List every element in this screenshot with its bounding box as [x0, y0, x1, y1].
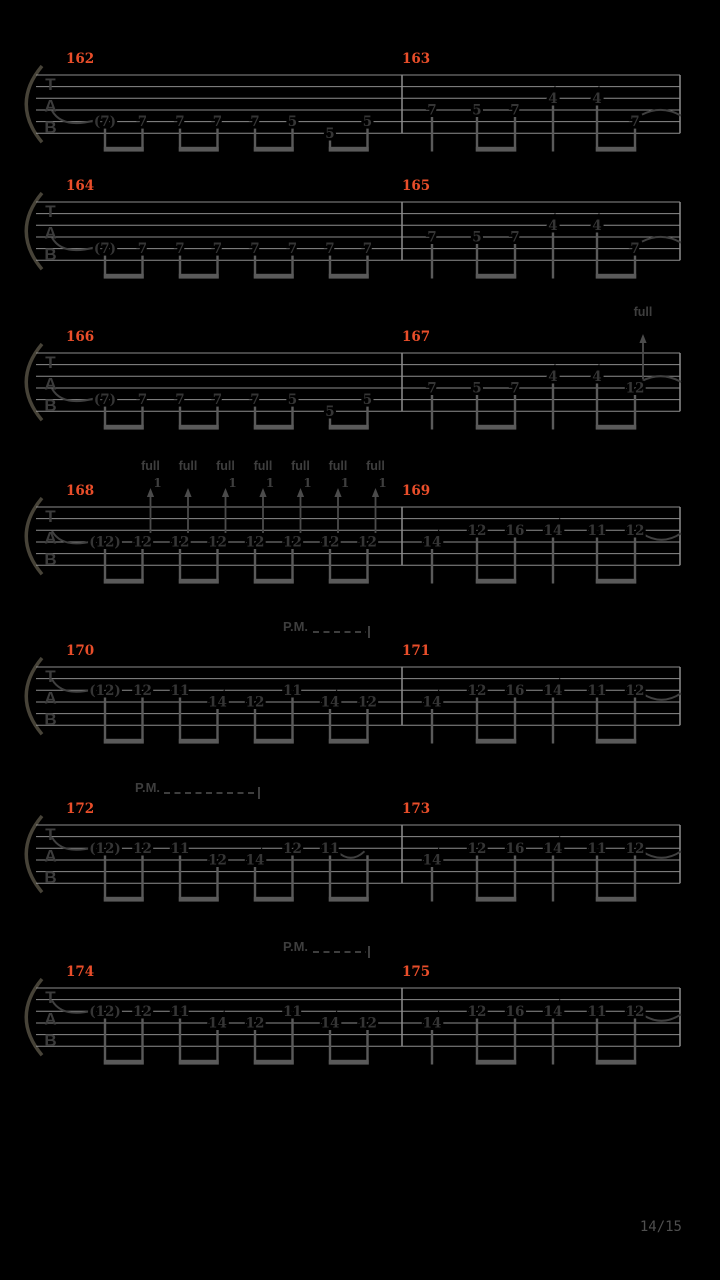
system-bracket-icon [26, 66, 42, 142]
bend-full-label: full [366, 459, 385, 473]
fret-number[interactable]: 7 [175, 241, 185, 258]
fret-number[interactable]: 7 [287, 241, 298, 258]
system-bracket-icon [26, 344, 42, 420]
fret-number[interactable]: 7 [137, 114, 148, 131]
fret-number[interactable]: 7 [250, 241, 260, 258]
measure-number: 169 [402, 483, 431, 499]
beam [596, 425, 636, 430]
tie-arc [642, 110, 681, 116]
tab-clef-letter: A [44, 96, 57, 116]
fret-number[interactable]: 7 [427, 102, 437, 119]
tab-clef-letter: T [45, 988, 56, 1007]
fret-number[interactable]: 11 [587, 522, 607, 539]
fret-number[interactable]: 16 [505, 840, 525, 857]
beam [104, 274, 144, 279]
tab-clef-letter: B [44, 868, 57, 887]
palm-mute-label: P.M. [135, 780, 161, 795]
fret-number[interactable]: 7 [212, 392, 223, 409]
tie-arc [642, 1014, 681, 1021]
measure-175[interactable] [402, 964, 681, 1065]
measure-162[interactable] [52, 51, 372, 152]
beam [104, 579, 144, 584]
measure-169[interactable] [402, 483, 681, 584]
measure-173[interactable] [402, 801, 681, 902]
fret-number[interactable]: 5 [325, 125, 335, 142]
tab-system [26, 780, 681, 902]
fret-number[interactable]: 11 [587, 1003, 607, 1020]
tie-arc [642, 693, 681, 700]
beam [329, 147, 369, 152]
fret-number[interactable]: 12 [133, 840, 152, 857]
beam [179, 1060, 219, 1065]
fret-number[interactable]: 5 [362, 114, 373, 131]
tie-arc [642, 851, 681, 858]
fret-number[interactable]: 4 [548, 90, 558, 107]
tie-arc [337, 851, 365, 858]
fret-number[interactable]: 7 [175, 392, 185, 409]
tab-clef-letter: T [45, 202, 56, 221]
system-bracket-icon [26, 658, 42, 734]
fret-number[interactable]: 12 [467, 840, 487, 857]
measure-171[interactable] [402, 643, 681, 744]
tab-clef-letter: A [44, 223, 57, 243]
beam [476, 1060, 516, 1065]
beam [254, 579, 294, 584]
fret-number[interactable]: 7 [250, 114, 260, 131]
fret-number[interactable]: 11 [283, 1003, 302, 1020]
measure-number: 174 [66, 964, 95, 980]
beam [179, 739, 219, 744]
fret-number[interactable]: 12 [245, 694, 265, 711]
fret-number[interactable]: 11 [587, 682, 607, 699]
tab-clef-letter: A [44, 846, 57, 866]
fret-number[interactable]: 4 [548, 368, 558, 385]
fret-number[interactable]: 7 [630, 114, 640, 131]
beam [596, 579, 636, 584]
fret-number[interactable]: 7 [427, 380, 437, 397]
fret-number[interactable]: 5 [362, 392, 373, 409]
fret-number[interactable]: (7) [93, 114, 117, 131]
system-bracket-icon [26, 193, 42, 269]
tab-system [26, 51, 681, 152]
bend-arrowhead-icon [184, 488, 191, 497]
fret-number[interactable]: 12 [133, 1003, 152, 1020]
fret-number[interactable]: 7 [630, 241, 640, 258]
tie-arc [642, 533, 681, 540]
tab-clef-letter: A [44, 1009, 57, 1029]
bend-full-label: full [141, 459, 160, 473]
beam [329, 579, 369, 584]
fret-number[interactable]: 11 [587, 840, 607, 857]
measure-163[interactable] [402, 51, 681, 152]
measure-number: 163 [402, 51, 431, 67]
measure-number: 166 [66, 329, 95, 345]
fret-number[interactable]: 12 [467, 522, 487, 539]
beam [329, 274, 369, 279]
fret-number[interactable]: 5 [472, 229, 482, 246]
tab-system [26, 178, 681, 279]
fret-number[interactable]: 4 [592, 368, 602, 385]
fret-number[interactable]: 12 [358, 534, 377, 551]
fret-number[interactable]: 4 [548, 217, 558, 234]
fret-number[interactable]: 12 [208, 534, 227, 551]
fret-number[interactable]: 12 [625, 1003, 645, 1020]
fret-number[interactable]: 5 [472, 380, 482, 397]
fret-number[interactable]: 12 [625, 522, 645, 539]
tab-clef-letter: B [44, 710, 57, 729]
beam [596, 897, 636, 902]
measure-number: 173 [402, 801, 431, 817]
tab-clef-letter: B [44, 118, 57, 137]
fret-number[interactable]: 11 [170, 682, 190, 699]
beam [254, 739, 294, 744]
measure-170[interactable] [52, 643, 377, 744]
beam [254, 147, 294, 152]
system-bracket-icon [26, 816, 42, 892]
fret-number[interactable]: 7 [212, 241, 223, 258]
tab-clef-letter: T [45, 353, 56, 372]
beam [329, 897, 369, 902]
measure-number: 165 [402, 178, 431, 194]
beam [104, 739, 144, 744]
bend-full-label: full [328, 459, 348, 473]
fret-number[interactable]: 5 [287, 114, 298, 131]
beam [254, 1060, 294, 1065]
fret-number[interactable]: 4 [592, 217, 602, 234]
beam [179, 147, 219, 152]
tab-clef-letter: T [45, 667, 56, 686]
fret-number[interactable]: 7 [175, 114, 185, 131]
fret-number[interactable]: 14 [245, 852, 265, 869]
fret-number[interactable]: 12 [133, 534, 152, 551]
page-indicator: 14/15 [639, 1219, 682, 1235]
beam [104, 1060, 144, 1065]
fret-number[interactable]: 12 [133, 682, 152, 699]
measure-165[interactable] [402, 178, 681, 279]
beam [254, 274, 294, 279]
bend-value-label: 1 [153, 476, 162, 490]
measure-166[interactable] [52, 329, 372, 430]
bend-value-label: 1 [378, 476, 387, 490]
bend-value-label: 1 [303, 476, 312, 490]
fret-number[interactable]: 12 [625, 682, 645, 699]
fret-number[interactable]: (12) [89, 682, 121, 699]
measure-number: 168 [66, 483, 95, 499]
fret-number[interactable]: 14 [422, 852, 442, 869]
fret-number[interactable]: 12 [358, 694, 377, 711]
fret-number[interactable]: 14 [208, 694, 227, 711]
tab-clef-letter: A [44, 688, 57, 708]
fret-number[interactable]: 11 [320, 840, 340, 857]
tab-system [26, 459, 681, 584]
tie-arc [642, 237, 681, 243]
beam [476, 579, 516, 584]
tab-clef-letter: T [45, 825, 56, 844]
measure-number: 162 [66, 51, 95, 67]
beam [254, 425, 294, 430]
beam [476, 739, 516, 744]
fret-number[interactable]: (7) [93, 392, 117, 409]
bend-full-label: full [633, 305, 653, 319]
fret-number[interactable]: 11 [170, 1003, 190, 1020]
fret-number[interactable]: 12 [467, 682, 487, 699]
beam [254, 897, 294, 902]
fret-number[interactable]: 12 [170, 534, 190, 551]
fret-number[interactable]: 7 [362, 241, 373, 258]
fret-number[interactable]: 5 [287, 392, 298, 409]
fret-number[interactable]: 14 [208, 1015, 227, 1032]
fret-number[interactable]: 14 [422, 1015, 442, 1032]
fret-number[interactable]: 16 [505, 682, 525, 699]
measure-164[interactable] [52, 178, 372, 279]
fret-number[interactable]: 12 [625, 380, 645, 397]
fret-number[interactable]: 7 [427, 229, 437, 246]
measure-number: 167 [402, 329, 431, 345]
measure-number: 170 [66, 643, 95, 659]
bend-value-label: 1 [340, 476, 350, 490]
tab-clef-letter: B [44, 550, 57, 569]
fret-number[interactable]: 12 [358, 1015, 377, 1032]
bend-full-label: full [291, 459, 310, 473]
bend-value-label: 1 [265, 476, 275, 490]
fret-number[interactable]: 14 [320, 1015, 340, 1032]
fret-number[interactable]: 4 [592, 90, 602, 107]
fret-number[interactable]: 12 [283, 840, 302, 857]
palm-mute-label: P.M. [283, 939, 309, 954]
measure-number: 164 [66, 178, 95, 194]
fret-number[interactable]: 12 [208, 852, 227, 869]
beam [476, 147, 516, 152]
bend-arrowhead-icon [639, 334, 646, 343]
fret-number[interactable]: 7 [510, 229, 520, 246]
beam [329, 739, 369, 744]
measure-number: 171 [402, 643, 431, 659]
beam [179, 897, 219, 902]
beam [476, 425, 516, 430]
fret-number[interactable]: (12) [89, 840, 121, 857]
fret-number[interactable]: 16 [505, 1003, 525, 1020]
measure-172[interactable] [52, 801, 369, 902]
tab-system [26, 305, 681, 430]
bend-value-label: 1 [228, 476, 237, 490]
bend-full-label: full [216, 459, 235, 473]
palm-mute-label: P.M. [283, 619, 309, 634]
fret-number[interactable]: 12 [283, 534, 302, 551]
fret-number[interactable]: 7 [212, 114, 223, 131]
beam [329, 425, 369, 430]
beam [179, 274, 219, 279]
beam [596, 274, 636, 279]
fret-number[interactable]: 7 [137, 392, 148, 409]
fret-number[interactable]: (7) [93, 241, 117, 258]
tab-clef-letter: B [44, 396, 57, 415]
fret-number[interactable]: (12) [89, 1003, 121, 1020]
beam [476, 274, 516, 279]
fret-number[interactable]: 12 [320, 534, 340, 551]
fret-number[interactable]: 5 [325, 403, 335, 420]
tab-clef-letter: B [44, 245, 57, 264]
fret-number[interactable]: (12) [89, 534, 121, 551]
beam [179, 579, 219, 584]
fret-number[interactable]: 14 [320, 694, 340, 711]
tab-clef-letter: A [44, 374, 57, 394]
beam [596, 739, 636, 744]
fret-number[interactable]: 7 [510, 380, 520, 397]
beam [596, 1060, 636, 1065]
tie-arc [642, 376, 681, 382]
beam [104, 147, 144, 152]
fret-number[interactable]: 12 [625, 840, 645, 857]
fret-number[interactable]: 14 [543, 682, 563, 699]
fret-number[interactable]: 11 [170, 840, 190, 857]
beam [179, 425, 219, 430]
system-bracket-icon [26, 498, 42, 574]
fret-number[interactable]: 12 [245, 534, 265, 551]
beam [329, 1060, 369, 1065]
fret-number[interactable]: 14 [422, 534, 442, 551]
bend-full-label: full [253, 459, 273, 473]
fret-number[interactable]: 14 [422, 694, 442, 711]
measure-174[interactable] [52, 964, 377, 1065]
fret-number[interactable]: 12 [245, 1015, 265, 1032]
fret-number[interactable]: 11 [283, 682, 302, 699]
measure-number: 175 [402, 964, 431, 980]
fret-number[interactable]: 7 [325, 241, 335, 258]
tab-system [26, 619, 681, 744]
tab-system [26, 939, 681, 1065]
fret-number[interactable]: 14 [543, 1003, 563, 1020]
fret-number[interactable]: 7 [137, 241, 148, 258]
tab-clef-letter: T [45, 507, 56, 526]
fret-number[interactable]: 14 [543, 522, 563, 539]
tab-clef-letter: B [44, 1031, 57, 1050]
beam [476, 897, 516, 902]
fret-number[interactable]: 14 [543, 840, 563, 857]
beam [104, 897, 144, 902]
fret-number[interactable]: 12 [467, 1003, 487, 1020]
fret-number[interactable]: 5 [472, 102, 482, 119]
measure-number: 172 [66, 801, 95, 817]
beam [104, 425, 144, 430]
tab-clef-letter: T [45, 75, 56, 94]
fret-number[interactable]: 16 [505, 522, 525, 539]
bend-full-label: full [178, 459, 198, 473]
system-bracket-icon [26, 979, 42, 1055]
fret-number[interactable]: 7 [510, 102, 520, 119]
fret-number[interactable]: 7 [250, 392, 260, 409]
tab-clef-letter: A [44, 528, 57, 548]
beam [596, 147, 636, 152]
